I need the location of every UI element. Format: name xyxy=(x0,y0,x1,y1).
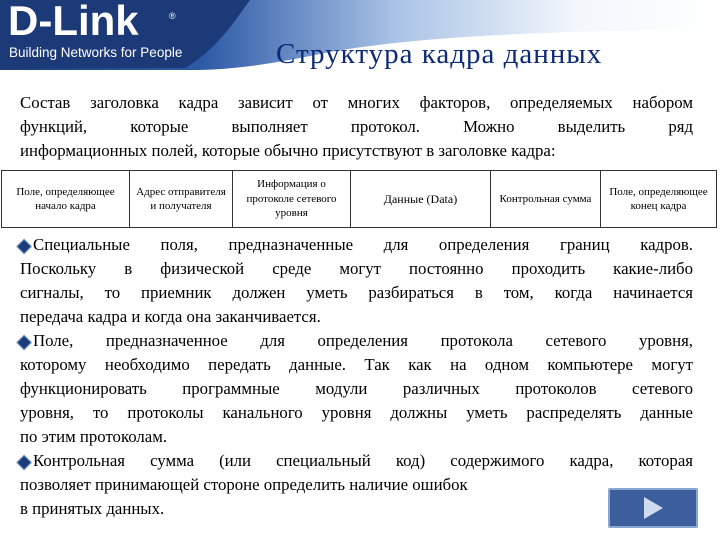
logo-tagline: Building Networks for People xyxy=(9,45,183,60)
logo-name: D-Link xyxy=(8,0,139,44)
diamond-bullet-icon xyxy=(16,454,32,470)
bullet-item xyxy=(20,449,693,521)
bullet-line: в принятых данных. xyxy=(20,499,165,518)
bullet-line xyxy=(20,233,693,257)
slide-title: Структура кадра данных xyxy=(276,38,603,70)
slide-header xyxy=(0,0,720,84)
bullet-line xyxy=(20,449,693,473)
frame-field-address: Адрес отправителя и получателя xyxy=(130,171,233,227)
diamond-bullet-icon xyxy=(16,238,32,254)
dlink-logo xyxy=(8,0,183,65)
intro-paragraph xyxy=(20,91,693,163)
logo-registered-mark: ® xyxy=(169,11,176,21)
bullet-line: сигналы, то приемник должен уметь разбираться в том, когда начинается xyxy=(20,283,693,302)
frame-structure-table xyxy=(1,170,717,228)
bullet-text: Поле, предназначенное для определения протокола сетевого уровня, xyxy=(33,331,693,350)
bullet-line: которому необходимо передать данные. Так как на одном компьютере могут xyxy=(20,355,693,374)
intro-line: Состав заголовка кадра зависит от многих факторов, определяемых набором xyxy=(20,93,693,112)
diamond-bullet-icon xyxy=(16,334,32,350)
bullet-line: передача кадра и когда она заканчивается. xyxy=(20,307,321,326)
bullet-text: Специальные поля, предназначенные для определения границ кадров. xyxy=(33,235,693,254)
bullet-item xyxy=(20,329,693,449)
frame-field-end: Поле, определяющее конец кадра xyxy=(609,185,708,212)
bullet-item xyxy=(20,233,693,329)
frame-field-protocol: Информация о протоколе сетевого уровня xyxy=(233,171,351,227)
bullet-line: функционировать программные модули различных протоколов сетевого xyxy=(20,379,693,398)
intro-line: функций, которые выполняет протокол. Можно выделить ряд xyxy=(20,117,693,136)
frame-field-start: Поле, определяющее начало кадра xyxy=(2,171,130,227)
bullet-line xyxy=(20,329,693,353)
bullet-line: Поскольку в физической среде могут постоянно проходить какие-либо xyxy=(20,259,693,278)
bullet-line: по этим протоколам. xyxy=(20,427,168,446)
bullet-line: позволяет принимающей стороне определить наличие ошибок xyxy=(20,475,468,494)
frame-field-checksum: Контрольная сумма xyxy=(491,171,601,227)
play-icon xyxy=(644,497,663,519)
intro-line: информационных полей, которые обычно присутствуют в заголовке кадра: xyxy=(20,141,556,160)
frame-field-data: Данные (Data) xyxy=(351,171,491,227)
bullet-text: Контрольная сумма (или специальный код) содержимого кадра, которая xyxy=(33,451,693,470)
next-slide-button[interactable] xyxy=(608,488,698,528)
bullet-line: уровня, то протоколы канального уровня должны уметь распределять данные xyxy=(20,403,693,422)
